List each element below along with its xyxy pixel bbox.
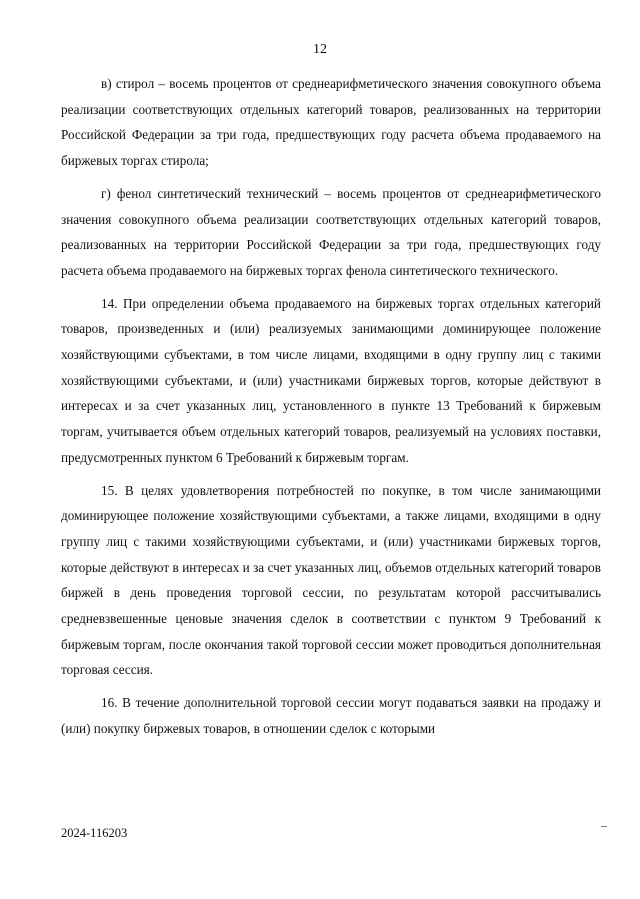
paragraph-item-14: 14. При определении объема продаваемого на биржевых торгах отдельных категорий товаров, произведенных и (или) реализуемых занимающими доминирующее положение хозяйствующими субъектами, в том числе лицами, входящими в одну группу лиц с такими хозяйствующими субъектами, и (или) участниками биржевых торгов, которые действуют в интересах и за счет указанных лиц, установленного в пункте 13 Требований к биржевым торгам, учитывается объем отдельных категорий товаров, реализуемый на условиях поставки, предусмотренных пунктом 6 Требований к биржевым торгам. xyxy=(61,295,601,465)
paragraph-clause-v-styrene: в) стирол – восемь процентов от среднеарифметического значения совокупного объема реализации соответствующих отдельных категорий товаров, реализованных на территории Российской Федерации за три года, предшествующих году расчета объема продаваемого на биржевых торгах стирола; xyxy=(61,76,601,169)
document-body xyxy=(61,71,601,749)
scan-mark xyxy=(601,826,607,827)
document-code: 2024-116203 xyxy=(61,826,128,840)
paragraph-item-15: 15. В целях удовлетворения потребностей по покупке, в том числе занимающими доминирующее положение хозяйствующими субъектами, а также лицами, входящими в одну группу лиц с такими хозяйствующими субъектами, и (или) участниками биржевых торгов, которые действуют в интересах и за счет указанных лиц, объемов отдельных категорий товаров биржей в день проведения торговой сессии, по результатам которой рассчитывались средневзвешенные ценовые значения сделок в соответствии с пунктом 9 Требований к биржевым торгам, после окончания такой торговой сессии может проводиться дополнительная торговая сессия. xyxy=(61,482,601,678)
paragraph-item-16: 16. В течение дополнительной торговой сессии могут подаваться заявки на продажу и (или) покупку биржевых товаров, в отношении сделок с которыми xyxy=(61,695,601,736)
page-number: 12 xyxy=(313,42,327,57)
paragraph-clause-g-phenol: г) фенол синтетический технический – восемь процентов от среднеарифметического значения совокупного объема реализации соответствующих отдельных категорий товаров, реализованных на территории Российской Федерации за три года, предшествующих году расчета объема продаваемого на биржевых торгах фенола синтетического технического. xyxy=(61,185,601,278)
